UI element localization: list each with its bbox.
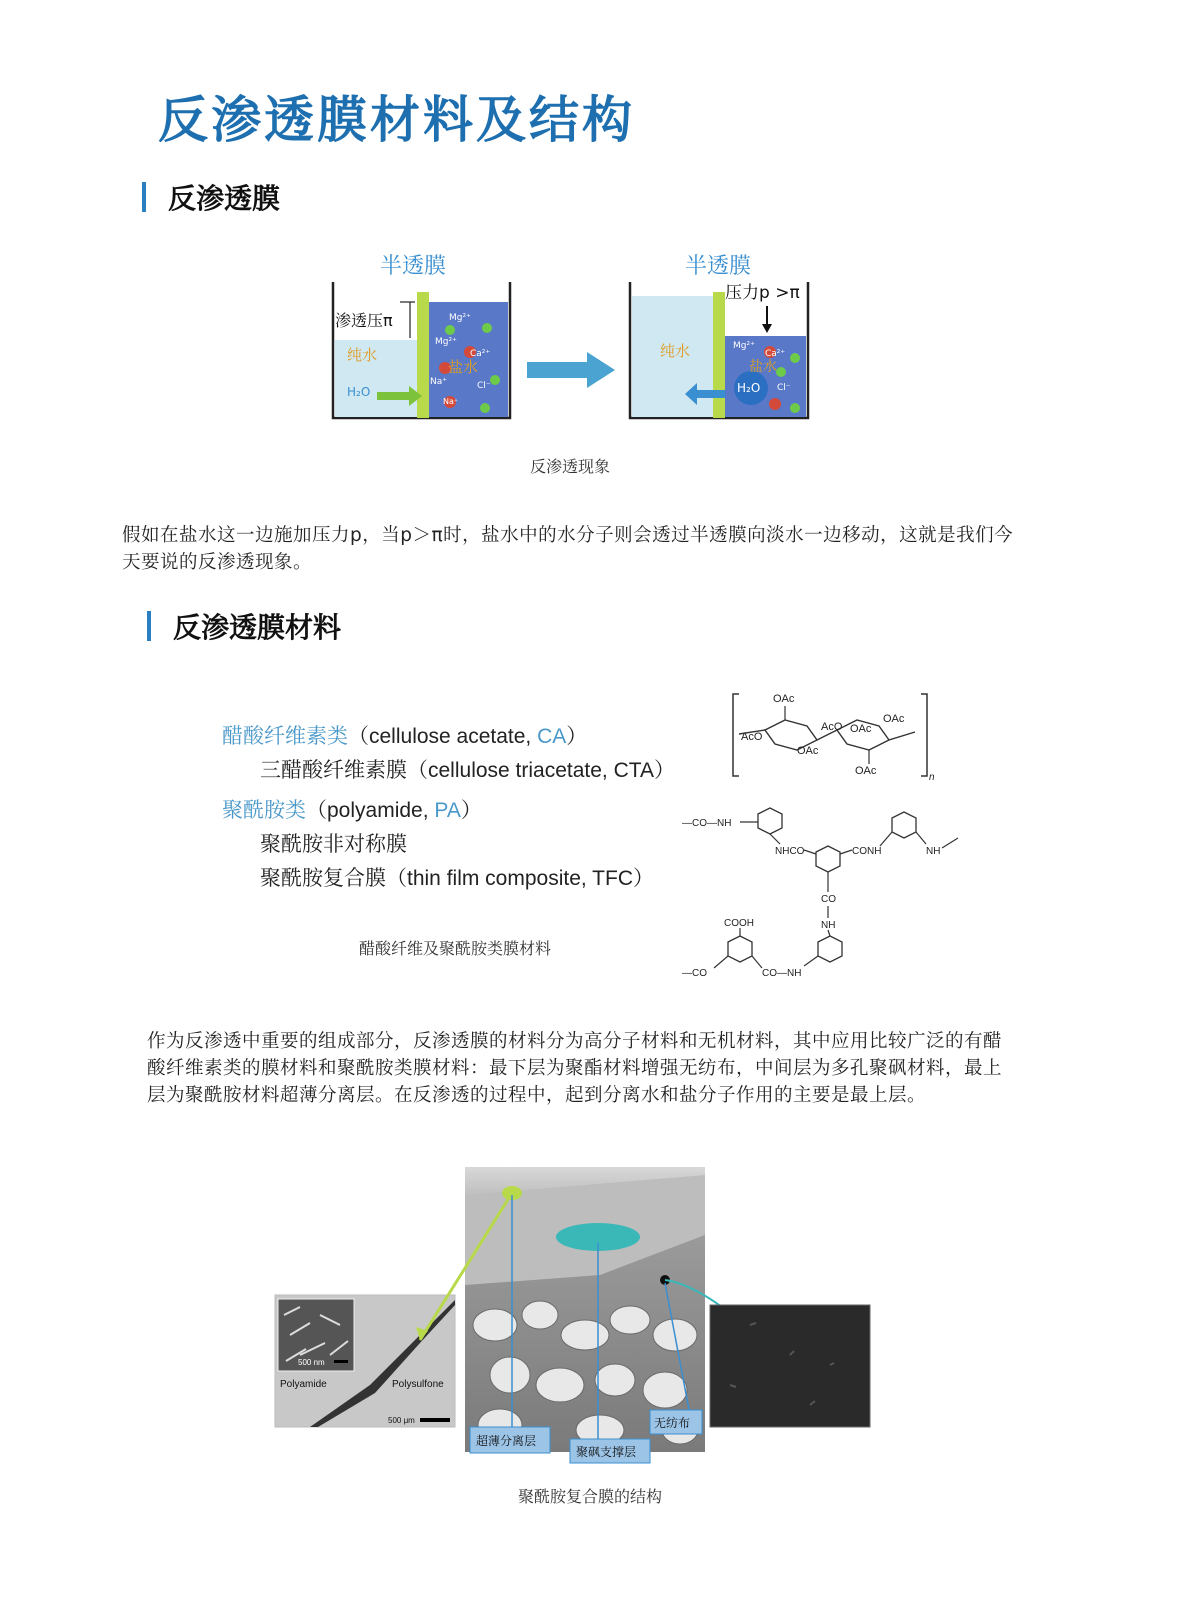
- material-category: 醋酸纤维素类: [222, 725, 348, 748]
- material-en: （polyamide,: [306, 799, 435, 822]
- membrane-label: 半透膜: [685, 254, 752, 279]
- structure-label: n: [929, 772, 935, 783]
- ion-dot: [769, 398, 781, 410]
- ion-label: Na⁺: [443, 397, 459, 406]
- structure-label: OAc: [850, 723, 872, 735]
- ion-label: Ca²⁺: [765, 349, 786, 359]
- layer-label-bottom: 无纺布: [654, 1416, 691, 1430]
- section-heading-ro-materials: [147, 606, 341, 646]
- osmosis-right-panel: [630, 254, 808, 418]
- structure-label: OAc: [773, 693, 795, 705]
- material-close: ）: [460, 799, 482, 822]
- material-abbr: PA: [434, 799, 461, 822]
- figure-caption-materials: 醋酸纤维及聚酰胺类膜材料: [358, 939, 551, 958]
- structure-label: AcO: [741, 731, 763, 743]
- structure-label: —CO—NH: [682, 818, 732, 829]
- h2o-label: H₂O: [737, 381, 761, 395]
- salt-water-label: 盐水: [749, 359, 777, 375]
- structure-label: CO: [821, 894, 836, 905]
- section-heading-ro-membrane: [142, 177, 280, 217]
- material-pa-tfc: 聚酰胺复合膜（thin film composite, TFC）: [260, 867, 655, 890]
- ion-label: Cl⁻: [477, 381, 491, 391]
- structure-label: OAc: [855, 765, 877, 777]
- paragraph-ro-materials: 作为反渗透中重要的组成部分，反渗透膜的材料分为高分子材料和无机材料，其中应用比较广泛的有醋酸纤维素类的膜材料和聚酰胺类膜材料：最下层为聚酯材料增强无纺布，中间层为多孔聚砜材料，最上层为聚酰胺材料超薄分离层。在反渗透的过程中，起到分离水和盐分子作用的主要是最上层。: [147, 1031, 1003, 1106]
- polyamide-label: Polyamide: [280, 1379, 327, 1390]
- material-cta: 三醋酸纤维素膜（cellulose triacetate, CTA）: [260, 759, 676, 782]
- ion-label: Mg²⁺: [733, 341, 755, 351]
- pure-water-label: 纯水: [660, 342, 691, 360]
- process-arrow: [527, 352, 615, 388]
- semipermeable-membrane: [417, 292, 429, 418]
- ion-dot: [480, 403, 490, 413]
- ion-dot: [482, 323, 492, 333]
- ion-dot: [790, 403, 800, 413]
- structure-label: OAc: [883, 713, 905, 725]
- structure-label: AcO: [821, 721, 843, 733]
- structure-label: OAc: [797, 745, 819, 757]
- ion-dot: [445, 325, 455, 335]
- figure-caption-ro-phenomenon: 反渗透现象: [529, 457, 610, 476]
- heading-accent-bar: [142, 182, 146, 212]
- layer-label-top: 超薄分离层: [476, 1434, 537, 1448]
- semipermeable-membrane: [713, 292, 725, 418]
- structure-label: CONH: [852, 846, 882, 857]
- pressure-label: 压力p >π: [725, 283, 800, 303]
- ion-dot: [776, 367, 786, 377]
- sem-surface-image: [710, 1305, 870, 1427]
- structure-label: NH: [926, 846, 941, 857]
- osmosis-left-panel: [333, 254, 510, 418]
- salt-water-label: 盐水: [448, 358, 479, 376]
- structure-label: CO—NH: [762, 968, 802, 979]
- structure-label: —CO: [682, 968, 707, 979]
- pure-water-label: 纯水: [347, 346, 378, 364]
- ion-dot: [490, 375, 500, 385]
- figure-caption-tfc-structure: 聚酰胺复合膜的结构: [517, 1487, 662, 1506]
- reverse-osmosis-diagram: [325, 240, 875, 430]
- material-pa: [222, 794, 482, 824]
- ion-label: Cl⁻: [777, 383, 791, 393]
- ion-label: Na⁺: [430, 377, 447, 387]
- paragraph-ro-phenomenon: 假如在盐水这一边施加压力p，当p＞π时，盐水中的水分子则会透过半透膜向淡水一边移动，这就是我们今天要说的反渗透现象。: [122, 525, 1014, 573]
- structure-label: COOH: [724, 918, 754, 929]
- ion-label: Mg²⁺: [435, 337, 457, 347]
- heading-accent-bar: [147, 611, 151, 641]
- section-heading-text: 反渗透膜材料: [173, 611, 342, 644]
- scale-label-500um: 500 μm: [388, 1416, 415, 1425]
- ion-dot: [790, 353, 800, 363]
- section-heading-text: 反渗透膜: [168, 182, 281, 215]
- material-pa-asym: 聚酰胺非对称膜: [260, 833, 407, 856]
- structure-label: NH: [821, 920, 836, 931]
- membrane-label: 半透膜: [380, 254, 447, 279]
- material-en: （cellulose acetate,: [348, 725, 538, 748]
- material-category: 聚酰胺类: [222, 799, 306, 822]
- cellulose-acetate-structure: [725, 688, 945, 788]
- material-abbr: CA: [537, 725, 567, 748]
- layer-label-mid: 聚砜支撑层: [576, 1445, 637, 1459]
- h2o-label: H₂O: [347, 385, 371, 399]
- polysulfone-label: Polysulfone: [392, 1379, 444, 1390]
- material-ca: [222, 720, 587, 750]
- tfc-membrane-structure-figure: [270, 1165, 880, 1465]
- ion-label: Ca²⁺: [470, 349, 491, 359]
- osmotic-pressure-label: 渗透压π: [335, 311, 393, 330]
- ion-label: Mg²⁺: [449, 313, 471, 323]
- page-title: 反渗透膜材料及结构: [158, 91, 635, 149]
- polyamide-structure: [680, 796, 970, 986]
- scale-label-500nm: 500 nm: [298, 1358, 325, 1367]
- structure-label: NHCO: [775, 846, 805, 857]
- material-close: ）: [566, 725, 588, 748]
